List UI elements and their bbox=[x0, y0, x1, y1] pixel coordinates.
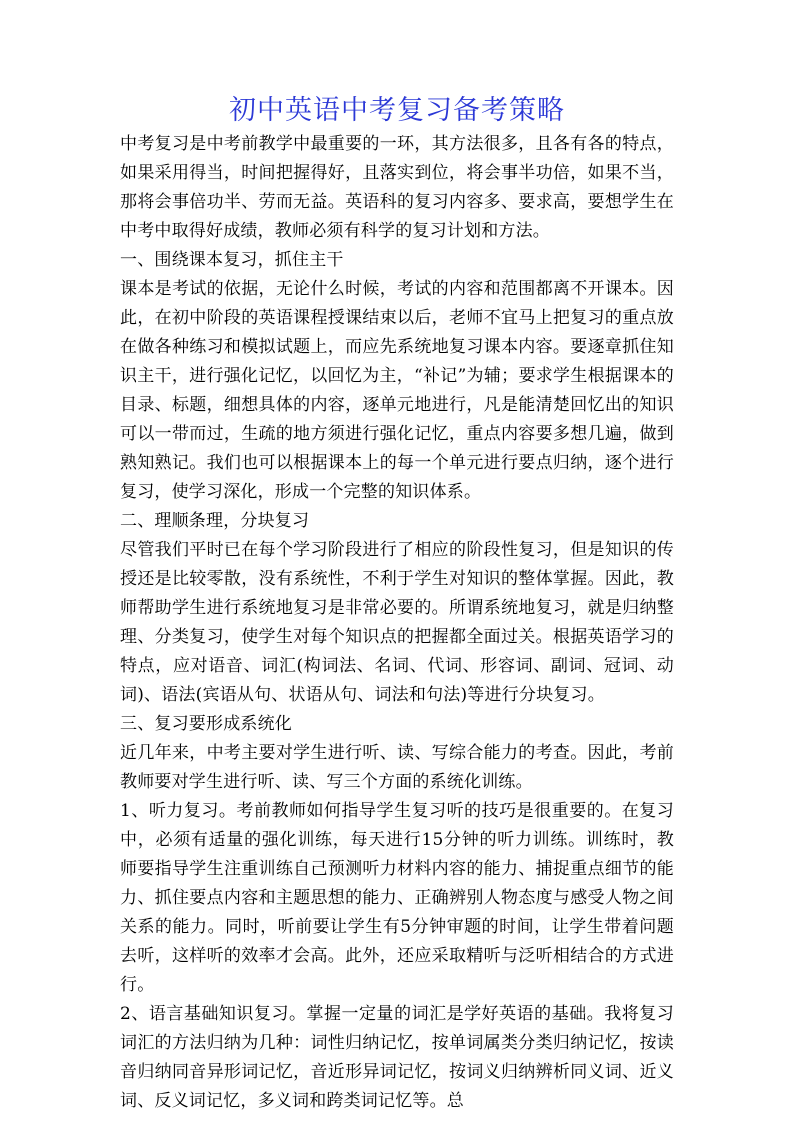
section-1-paragraph: 课本是考试的依据，无论什么时候，考试的内容和范围都离不开课本。因此，在初中阶段的英语课程授课结束以后，老师不宜马上把复习的重点放在做各种练习和模拟试题上，而应先系统地复习课本内容。要逐章抓住知识主干，进行强化记忆，以回忆为主，“补记”为辅；要求学生根据课本的目录、标题，细想具体的内容，逐单元地进行，凡是能清楚回忆出的知识可以一带而过，生疏的地方须进行强化记忆，重点内容要多想几遍，做到熟知熟记。我们也可以根据课本上的每一个单元进行要点归纳，逐个进行复习，使学习深化，形成一个完整的知识体系。 bbox=[120, 279, 674, 502]
intro-paragraph: 中考复习是中考前教学中最重要的一环，其方法很多，且各有各的特点，如果采用得当，时间把握得好，且落实到位，将会事半功倍，如果不当，那将会事倍功半、劳而无益。英语科的复习内容多、要求高，要想学生在中考中取得好成绩，教师必须有科学的复习计划和方法。 bbox=[120, 134, 674, 241]
language-basics-paragraph: 2、语言基础知识复习。掌握一定量的词汇是学好英语的基础。我将复习词汇的方法归纳为几种：词性归纳记忆，按单词属类分类归纳记忆，按读音归纳同音异形词记忆，音近形异词记忆，按词义归纳辨析同义词、近义词、反义词记忆，多义词和跨类词记忆等。总 bbox=[120, 1004, 674, 1111]
section-2-heading: 二、理顺条理，分块复习 bbox=[120, 511, 310, 531]
document-body bbox=[120, 130, 674, 1116]
section-1-heading: 一、围绕课本复习，抓住主干 bbox=[120, 250, 344, 270]
section-3-paragraph: 近几年来，中考主要对学生进行听、读、写综合能力的考查。因此，考前教师要对学生进行听、读、写三个方面的系统化训练。 bbox=[120, 743, 674, 792]
listening-review-paragraph: 1、听力复习。考前教师如何指导学生复习听的技巧是很重要的。在复习中，必须有适量的强化训练，每天进行15分钟的听力训练。训练时，教师要指导学生注重训练自己预测听力材料内容的能力、捕捉重点细节的能力、抓住要点内容和主题思想的能力、正确辨别人物态度与感受人物之间关系的能力。同时，听前要让学生有5分钟审题的时间，让学生带着问题去听，这样听的效率才会高。此外，还应采取精听与泛听相结合的方式进行。 bbox=[120, 801, 674, 995]
section-2-paragraph: 尽管我们平时已在每个学习阶段进行了相应的阶段性复习，但是知识的传授还是比较零散，没有系统性，不利于学生对知识的整体掌握。因此，教师帮助学生进行系统地复习是非常必要的。所谓系统地复习，就是归纳整理、分类复习，使学生对每个知识点的把握都全面过关。根据英语学习的特点，应对语音、词汇(构词法、名词、代词、形容词、副词、冠词、动词)、语法(宾语从句、状语从句、词法和句法)等进行分块复习。 bbox=[120, 540, 674, 705]
document-title: 初中英语中考复习备考策略 bbox=[229, 95, 565, 126]
section-3-heading: 三、复习要形成系统化 bbox=[120, 714, 292, 734]
